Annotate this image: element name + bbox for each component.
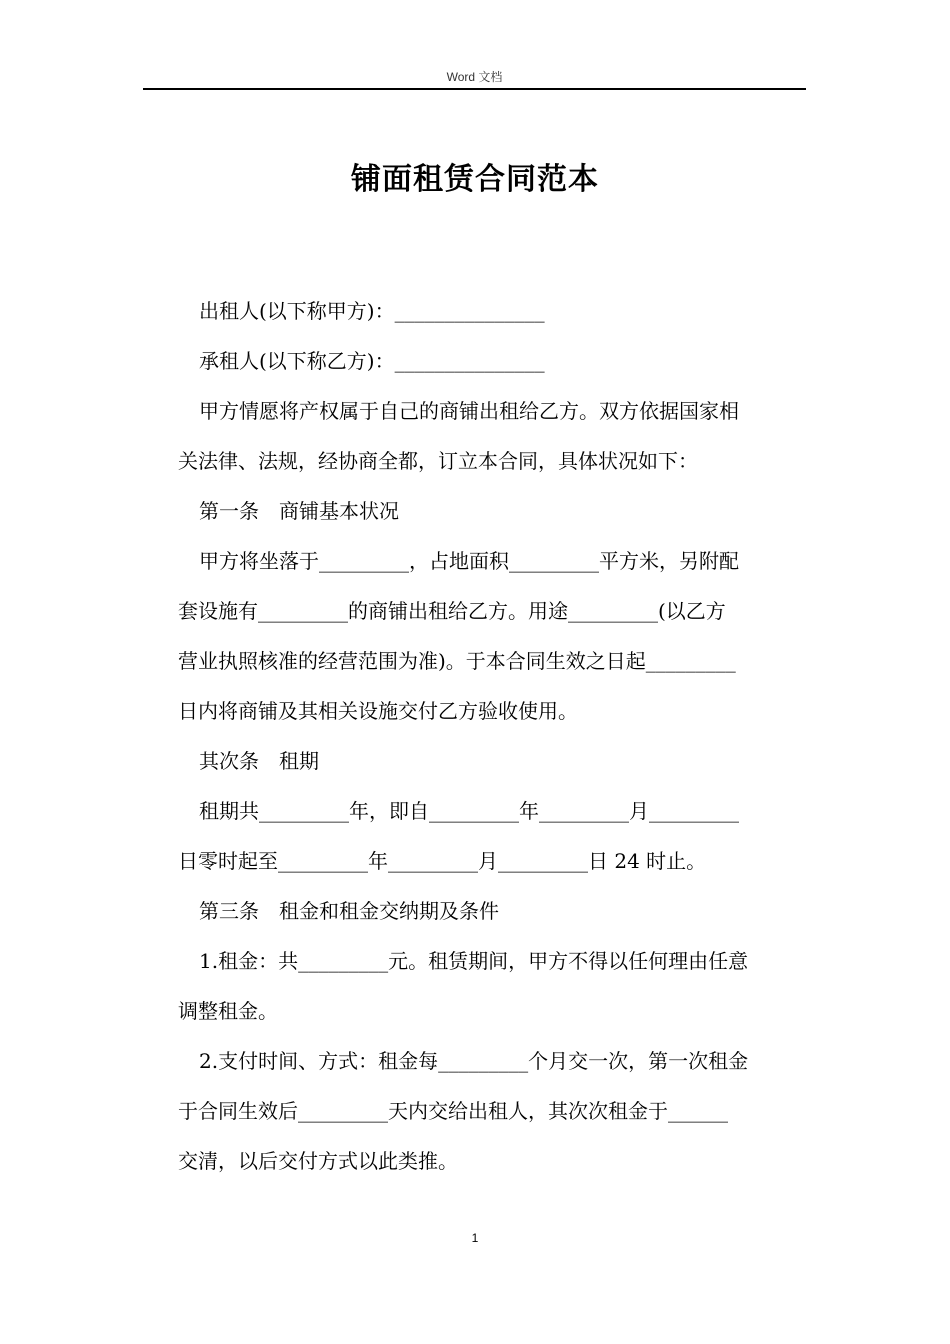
article-heading-1 [178, 486, 810, 536]
header-text: Word 文档 [446, 70, 503, 84]
paragraph-rent-amount [178, 936, 810, 1036]
article-heading-text: 其次条 租期 [199, 749, 319, 773]
paragraph-shop-details [178, 536, 810, 736]
paragraph-lessee [178, 336, 810, 386]
article-heading-3 [178, 886, 810, 936]
paragraph-line: 甲方将坐落于_________，占地面积_________平方米，另附配 [199, 549, 739, 573]
paragraph-line: 出租人(以下称甲方)：_______________ [199, 299, 545, 323]
paragraph-lessor [178, 286, 810, 336]
document-body [178, 286, 810, 1186]
paragraph-line: 套设施有_________的商铺出租给乙方。用途_________(以乙方 [178, 599, 726, 623]
paragraph-line: 1.租金：共_________元。租赁期间，甲方不得以任何理由任意 [199, 949, 749, 973]
article-heading-2 [178, 736, 810, 786]
page-header [143, 66, 806, 90]
paragraph-payment-terms [178, 1036, 810, 1186]
paragraph-preamble [178, 386, 810, 486]
paragraph-line: 调整租金。 [178, 999, 278, 1023]
paragraph-line: 于合同生效后_________天内交给出租人，其次次租金于______ [178, 1099, 728, 1123]
page-number: 1 [471, 1231, 479, 1245]
paragraph-line: 承租人(以下称乙方)：_______________ [199, 349, 545, 373]
article-heading-text: 第三条 租金和租金交纳期及条件 [199, 899, 499, 923]
paragraph-line: 甲方情愿将产权属于自己的商铺出租给乙方。双方依据国家相 [199, 399, 739, 423]
paragraph-line: 营业执照核准的经营范围为准)。于本合同生效之日起_________ [178, 649, 736, 673]
paragraph-line: 日内将商铺及其相关设施交付乙方验收使用。 [178, 699, 578, 723]
paragraph-line: 交清，以后交付方式以此类推。 [178, 1149, 458, 1173]
paragraph-line: 2.支付时间、方式：租金每_________个月交一次，第一次租金 [199, 1049, 749, 1073]
document-title: 铺面租赁合同范本 [351, 162, 599, 197]
paragraph-line: 租期共_________年，即自_________年_________月_________ [199, 799, 739, 823]
paragraph-line: 日零时起至_________年_________月_________日 24 时止。 [178, 849, 707, 873]
article-heading-text: 第一条 商铺基本状况 [199, 499, 399, 523]
paragraph-line: 关法律、法规，经协商全都，订立本合同，具体状况如下： [178, 449, 698, 473]
paragraph-lease-term [178, 786, 810, 886]
